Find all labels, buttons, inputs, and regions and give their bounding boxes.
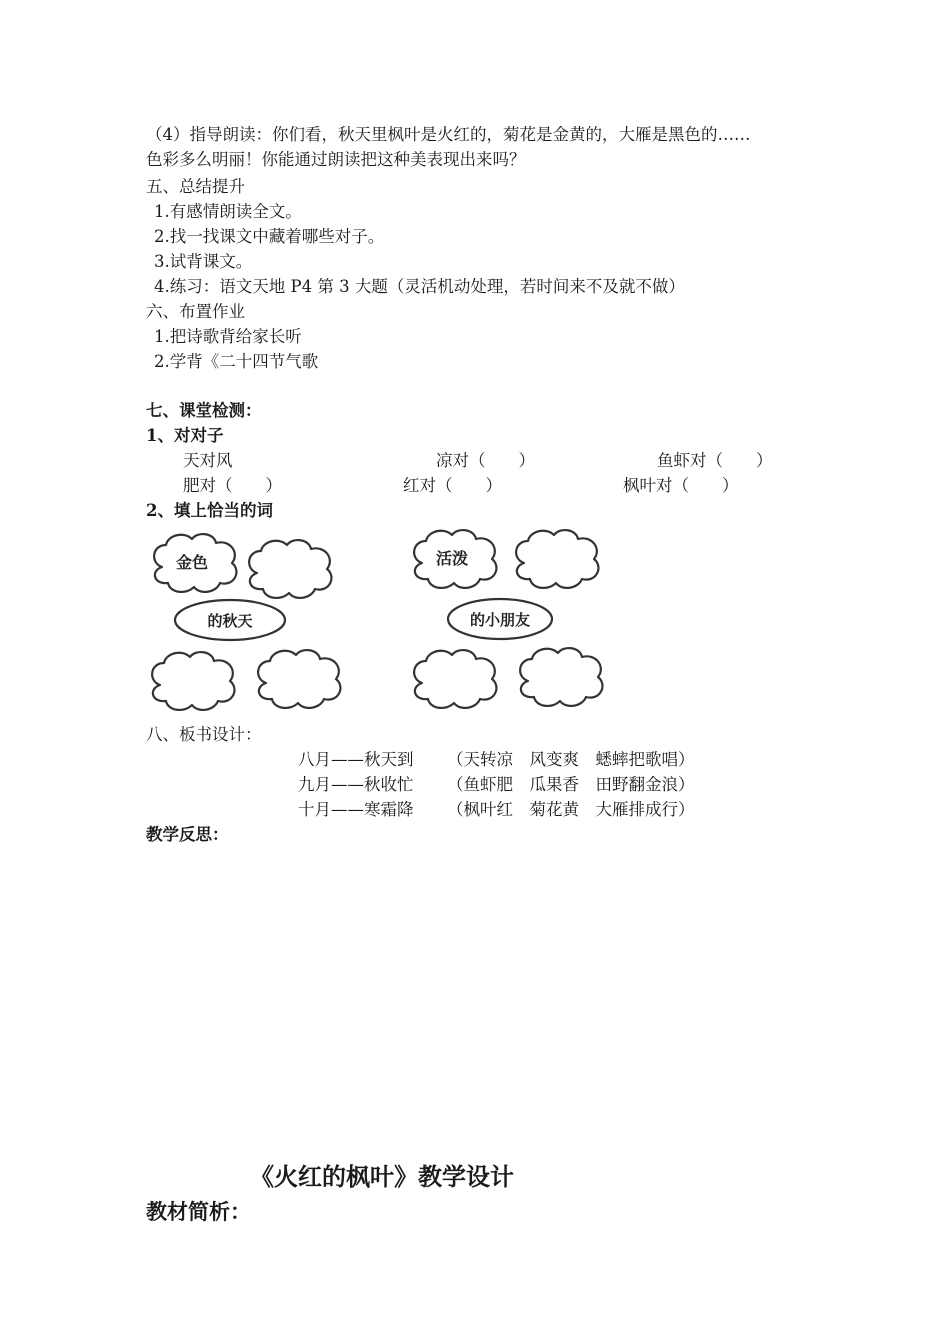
cloud-right-top [414,530,496,588]
cloud-right-text: 活泼 [435,549,469,568]
word-cloud-diagram [140,525,610,715]
pair-2-2: 红对（ ） [403,476,502,495]
section7-heading: 七、课堂检测： [146,401,262,420]
board-row-1-detail: （天转凉 风变爽 蟋蟀把歌唱） [447,750,695,769]
board-row-3-detail: （枫叶红 菊花黄 大雁排成行） [447,800,695,819]
pair-2-1: 肥对（ ） [183,476,282,495]
pair-2-3: 枫叶对（ ） [623,476,739,495]
cloud-right-blank-top [516,530,598,588]
board-row-2-detail: （鱼虾肥 瓜果香 田野翻金浪） [447,775,695,794]
section5-item-1: 1.有感情朗读全文。 [154,202,302,221]
section5-item-3: 3.试背课文。 [154,252,253,271]
oval-right-text: 的小朋友 [469,611,531,629]
section6-heading: 六、布置作业 [146,302,245,321]
cloud-right-blank-bottom-2 [520,648,602,706]
board-row-1-month: 八月——秋天到 [298,750,414,769]
pair-1-1: 天对风 [183,451,233,470]
section5-item-2: 2.找一找课文中藏着哪些对子。 [154,227,385,246]
section5-heading: 五、总结提升 [146,177,245,196]
section8-heading: 八、板书设计： [146,725,262,744]
cloud-left-text: 金色 [175,553,209,572]
intro-line-1: （4）指导朗读：你们看，秋天里枫叶是火红的，菊花是金黄的，大雁是黑色的…… [146,125,751,144]
board-row-3-month: 十月——寒霜降 [298,800,414,819]
cloud-left-blank-bottom-2 [258,650,340,708]
section6-item-2: 2.学背《二十四节气歌 [154,352,319,371]
pair-1-3: 鱼虾对（ ） [657,451,773,470]
cloud-left-blank-top [249,540,331,598]
oval-left-text: 的秋天 [207,612,253,630]
teaching-reflection-label: 教学反思： [146,825,229,844]
question-1-title: 1、对对子 [146,426,224,445]
cloud-left-top [154,534,236,592]
section6-item-1: 1.把诗歌背给家长听 [154,327,302,346]
document-title: 《火红的枫叶》教学设计 [250,1162,514,1191]
section5-item-4: 4.练习：语文天地 P4 第 3 大题（灵活机动处理，若时间来不及就不做） [154,277,685,296]
question-2-title: 2、填上恰当的词 [146,501,273,520]
cloud-left-blank-bottom-1 [152,652,234,710]
material-analysis-heading: 教材简析： [146,1199,251,1224]
board-row-2-month: 九月——秋收忙 [298,775,414,794]
pair-1-2: 凉对（ ） [436,451,535,470]
cloud-right-blank-bottom-1 [414,650,496,708]
intro-line-2: 色彩多么明丽！你能通过朗读把这种美表现出来吗？ [146,150,526,169]
